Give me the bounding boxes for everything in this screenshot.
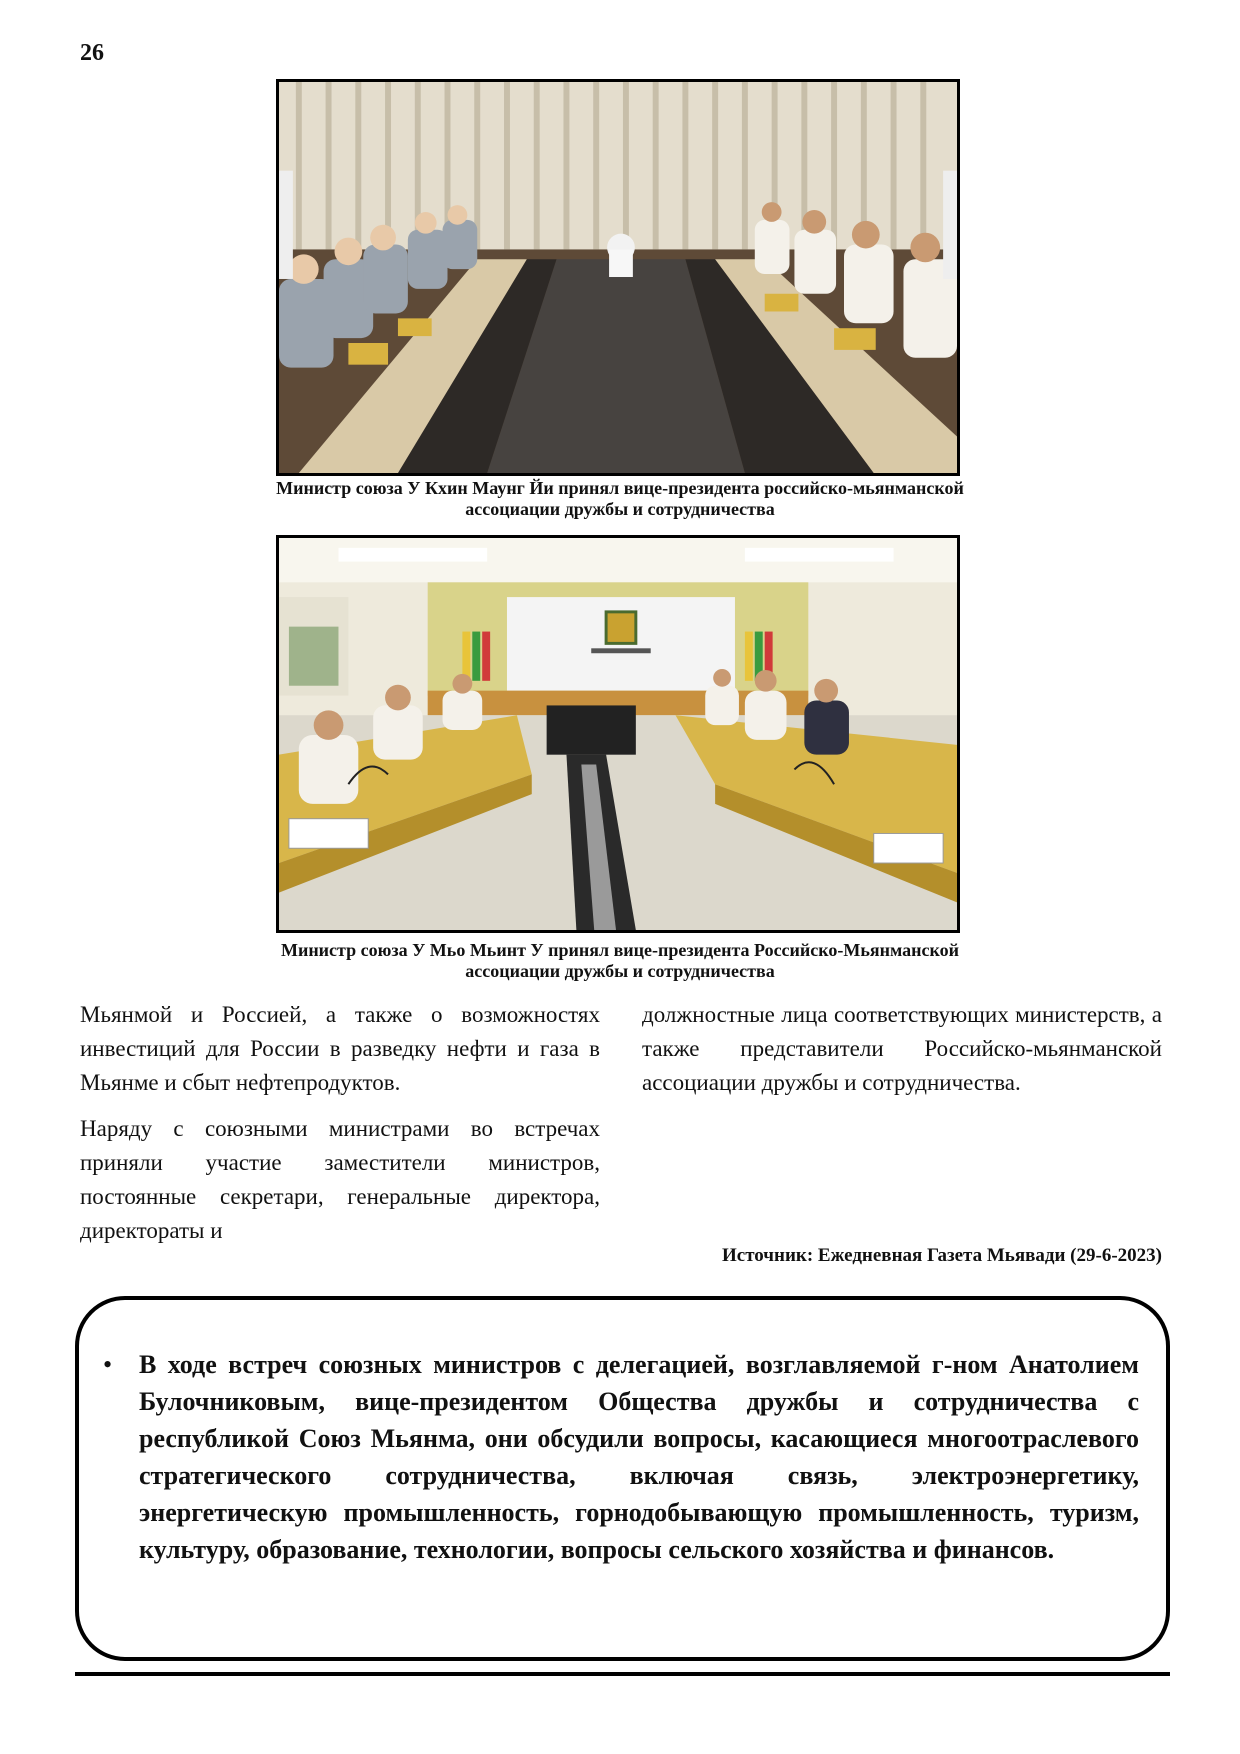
bullet-icon: • [103, 1350, 113, 1379]
photo-1-caption [170, 478, 1070, 520]
photo-2-caption-line1: Министр союза У Мьо Мьинт У принял вице-президента Российско-Мьянманской [280, 940, 960, 960]
photo-1-caption-line2: ассоциации дружбы и сотрудничества [465, 499, 775, 519]
photo-2-caption-line2: ассоциации дружбы и сотрудничества [465, 961, 775, 981]
page-number: 26 [80, 40, 104, 66]
right-column [642, 998, 1162, 1112]
right-paragraph-1: должностные лица соответствующих министерств, а также представители Российско-мьянманской ассоциации дружбы и сотрудничества. [642, 1002, 1162, 1095]
meeting-photo-2 [276, 535, 960, 933]
source-credit: Источник: Ежедневная Газета Мьявади (29-6-2023) [722, 1245, 1162, 1266]
meeting-room-photo-icon [279, 82, 957, 473]
meeting-photo-1 [276, 79, 960, 476]
highlight-box [75, 1296, 1170, 1661]
photo-2-caption [170, 940, 1070, 982]
highlight-text: В ходе встреч союзных министров с делегацией, возглавляемой г-ном Анатолием Булочниковым, вице-президентом Общества дружбы и сотрудничества с республикой Союз Мьянма, они обсудили вопросы, касающиеся многоотраслевого стратегического сотрудничества, включая связь, электроэнергетику, энергетическую промышленность, горнодобывающую промышленность, туризм, культуру, образование, технологии, вопросы сельского хозяйства и финансов. [139, 1350, 1139, 1564]
photo-1-caption-line1: Министр союза У Кхин Маунг Йи принял вице-президента российско-мьянманской [276, 478, 964, 498]
bottom-rule [75, 1672, 1170, 1676]
meeting-room-photo-icon [279, 538, 957, 930]
left-paragraph-1: Мьянмой и Россией, а также о возможностях инвестиций для России в разведку нефти и газа в Мьянме и сбыт нефтепродуктов. [80, 1002, 600, 1095]
left-paragraph-2: Наряду с союзными министрами во встречах приняли участие заместители министров, постоянные секретари, генеральные директора, директораты и [80, 1116, 600, 1243]
left-column [80, 998, 600, 1260]
